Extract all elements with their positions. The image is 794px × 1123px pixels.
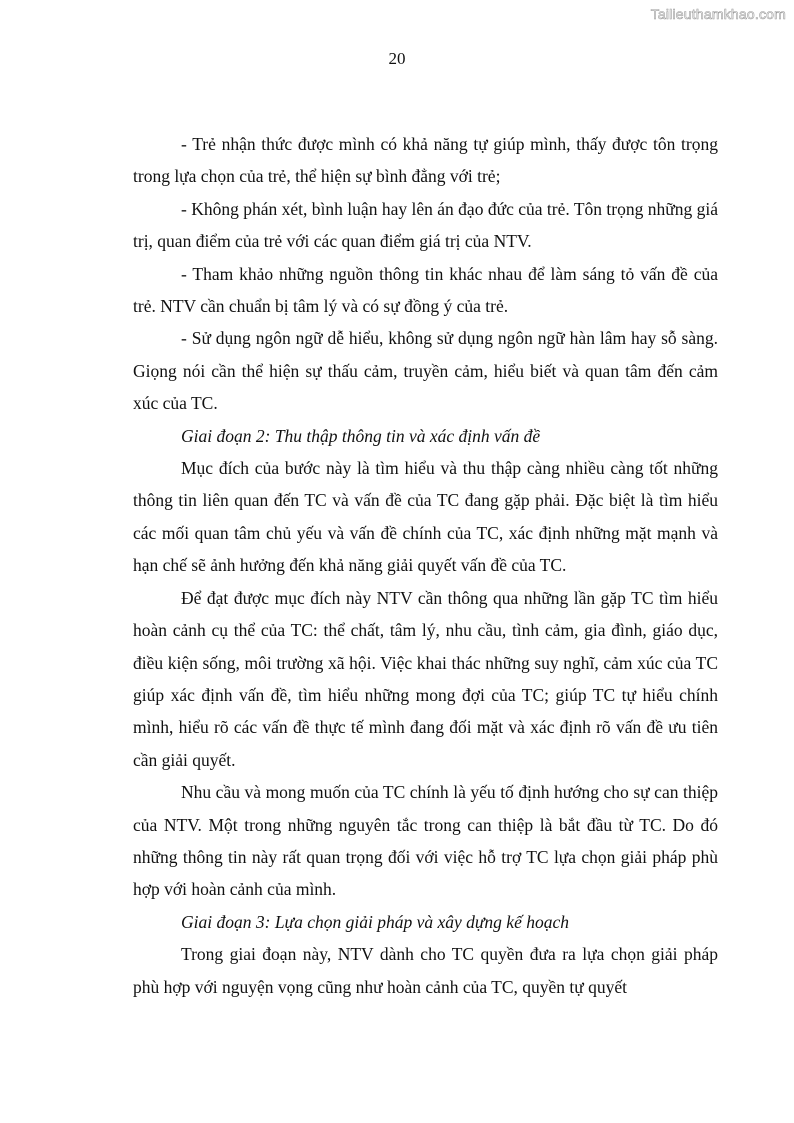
paragraph-respect-child-ability: - Trẻ nhận thức được mình có khả năng tự giúp mình, thấy được tôn trọng trong lựa chọn của trẻ, thể hiện sự bình đẳng với trẻ; xyxy=(133,134,718,187)
paragraph-stage-2-purpose: Mục đích của bước này là tìm hiểu và thu thập càng nhiều càng tốt những thông tin liên quan đến TC và vấn đề của TC đang gặp phải. Đặc biệt là tìm hiểu các mối quan tâm chủ yếu và vấn đề chính của TC, xác định những mặt mạnh và hạn chế sẽ ảnh hưởng đến khả năng giải quyết vấn đề của TC. xyxy=(133,458,718,576)
stage-2-heading: Giai đoạn 2: Thu thập thông tin và xác định vấn đề xyxy=(181,425,541,446)
paragraph-no-judgement: - Không phán xét, bình luận hay lên án đạo đức của trẻ. Tôn trọng những giá trị, quan điểm của trẻ với các quan điểm giá trị của NTV. xyxy=(133,198,718,252)
stage-3-heading: Giai đoạn 3: Lựa chọn giải pháp và xây dựng kế hoạch xyxy=(181,911,569,932)
paragraph-consult-sources: - Tham khảo những nguồn thông tin khác nhau để làm sáng tỏ vấn đề của trẻ. NTV cần chuẩn bị tâm lý và có sự đồng ý của trẻ. xyxy=(133,263,718,317)
paragraph-stage-2-method: Để đạt được mục đích này NTV cần thông qua những lần gặp TC tìm hiểu hoàn cảnh cụ thể của TC: thể chất, tâm lý, nhu cầu, tình cảm, gia đình, giáo dục, điều kiện sống, môi trường xã hội. Việc khai thác những suy nghĩ, cảm xúc của TC giúp xác định vấn đề, tìm hiểu những mong đợi của TC; giúp TC tự hiểu chính mình, hiểu rõ các vấn đề thực tế mình đang đối mặt và xác định rõ vấn đề ưu tiên cần giải quyết. xyxy=(133,587,718,770)
paragraph-stage-3-intro: Trong giai đoạn này, NTV dành cho TC quyền đưa ra lựa chọn giải pháp phù hợp với nguyện vọng cũng như hoàn cảnh của TC, quyền tự quyết xyxy=(133,944,718,997)
paragraph-use-language: - Sử dụng ngôn ngữ dễ hiểu, không sử dụng ngôn ngữ hàn lâm hay sỗ sàng. Giọng nói cần thể hiện sự thấu cảm, truyền cảm, hiểu biết và quan tâm đến cảm xúc của TC. xyxy=(133,328,718,414)
body-text xyxy=(133,128,718,1003)
paragraph-needs-and-wishes: Nhu cầu và mong muốn của TC chính là yếu tố định hướng cho sự can thiệp của NTV. Một trong những nguyên tắc trong can thiệp là bắt đầu từ TC. Do đó những thông tin này rất quan trọng đối với việc hỗ trợ TC lựa chọn giải pháp phù hợp với hoàn cảnh của mình. xyxy=(133,782,718,900)
page-number: 20 xyxy=(388,49,406,68)
watermark: Tailieuthamkhao.com xyxy=(650,6,786,22)
